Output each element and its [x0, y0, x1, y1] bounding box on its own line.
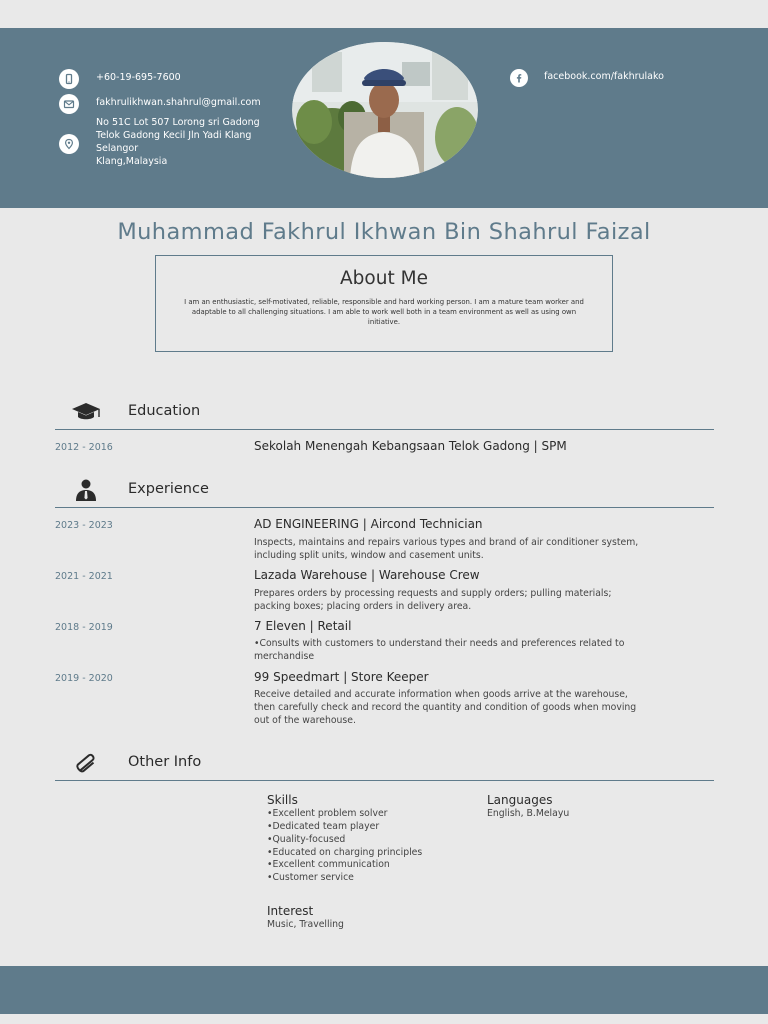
experience-entry-title: AD ENGINEERING | Aircond Technician	[254, 517, 483, 531]
desc-line: merchandise	[254, 650, 315, 662]
experience-entry-title: Lazada Warehouse | Warehouse Crew	[254, 568, 480, 582]
candidate-name: Muhammad Fakhrul Ikhwan Bin Shahrul Faizal	[117, 219, 651, 245]
email-icon	[59, 94, 79, 114]
about-title: About Me	[340, 268, 428, 289]
interest-title: Interest	[267, 904, 314, 918]
desc-line: •Consults with customers to understand their needs and preferences related to	[254, 638, 625, 649]
desc-line: Prepares orders by processing requests and supply orders; pulling materials;	[254, 588, 612, 599]
desc-line: Inspects, maintains and repairs various types and brand of air conditioner system,	[254, 537, 639, 548]
address-line: Selangor	[96, 143, 139, 154]
desc-line: out of the warehouse.	[254, 714, 356, 726]
address-line: Klang,Malaysia	[96, 156, 168, 167]
desc-line: Receive detailed and accurate information when goods arrive at the warehouse,	[254, 689, 628, 700]
address-text	[96, 116, 260, 168]
skill-item: •Dedicated team player	[267, 821, 380, 832]
education-header	[55, 400, 714, 430]
address-line: Telok Gadong Kecil Jln Yadi Klang	[96, 130, 252, 141]
paperclip-icon	[69, 751, 103, 775]
address-line: No 51C Lot 507 Lorong sri Gadong	[96, 117, 260, 128]
experience-entry-title: 7 Eleven | Retail	[254, 619, 352, 633]
contact-email	[59, 94, 261, 114]
languages-title: Languages	[487, 793, 553, 807]
experience-period: 2019 - 2020	[55, 673, 113, 684]
skill-item: •Quality-focused	[267, 834, 346, 845]
other-info-header	[55, 751, 714, 781]
desc-line: packing boxes; placing orders in delivery area.	[254, 600, 472, 612]
phone-text: +60-19-695-7600	[96, 72, 181, 83]
experience-entry-desc	[254, 588, 704, 614]
experience-entry-desc	[254, 537, 704, 563]
contact-address	[59, 116, 260, 168]
other-info-title: Other Info	[128, 754, 202, 770]
facebook-text[interactable]: facebook.com/fakhrulako	[544, 71, 664, 82]
skill-item: •Excellent communication	[267, 859, 390, 870]
profile-photo	[292, 42, 478, 178]
experience-period: 2021 - 2021	[55, 571, 113, 582]
experience-title: Experience	[128, 481, 209, 497]
location-icon	[59, 134, 79, 154]
experience-period: 2018 - 2019	[55, 622, 113, 633]
experience-period: 2023 - 2023	[55, 520, 113, 531]
desc-line: then carefully check and record the quantity and condition of goods when moving	[254, 701, 637, 713]
experience-header	[55, 478, 714, 508]
footer-band	[0, 966, 768, 1014]
skill-item: •Customer service	[267, 872, 354, 883]
contact-phone	[59, 69, 181, 89]
phone-icon	[59, 69, 79, 89]
education-entry-title: Sekolah Menengah Kebangsaan Telok Gadong | SPM	[254, 439, 567, 453]
experience-entry-desc	[254, 689, 704, 727]
education-period: 2012 - 2016	[55, 442, 113, 453]
experience-entry-desc	[254, 638, 704, 664]
experience-entry-title: 99 Speedmart | Store Keeper	[254, 670, 429, 684]
about-box	[155, 255, 613, 352]
skill-item: •Excellent problem solver	[267, 808, 388, 819]
desc-line: including split units, window and casement units.	[254, 549, 484, 561]
graduation-cap-icon	[69, 400, 103, 424]
skill-item: •Educated on charging principles	[267, 847, 423, 858]
education-title: Education	[128, 403, 201, 419]
facebook-icon	[510, 69, 528, 87]
email-text[interactable]: fakhrulikhwan.shahrul@gmail.com	[96, 97, 261, 108]
about-text: I am an enthusiastic, self-motivated, reliable, responsible and hard working person. I am a mature team worker and adaptable to all challenging situations. I am able to work well both in a team environment as well as using own initiative.	[184, 298, 584, 326]
contact-facebook	[510, 69, 664, 87]
interest-text: Music, Travelling	[267, 919, 344, 930]
languages-text: English, B.Melayu	[487, 808, 570, 819]
skills-title: Skills	[267, 793, 298, 807]
person-icon	[69, 478, 103, 502]
